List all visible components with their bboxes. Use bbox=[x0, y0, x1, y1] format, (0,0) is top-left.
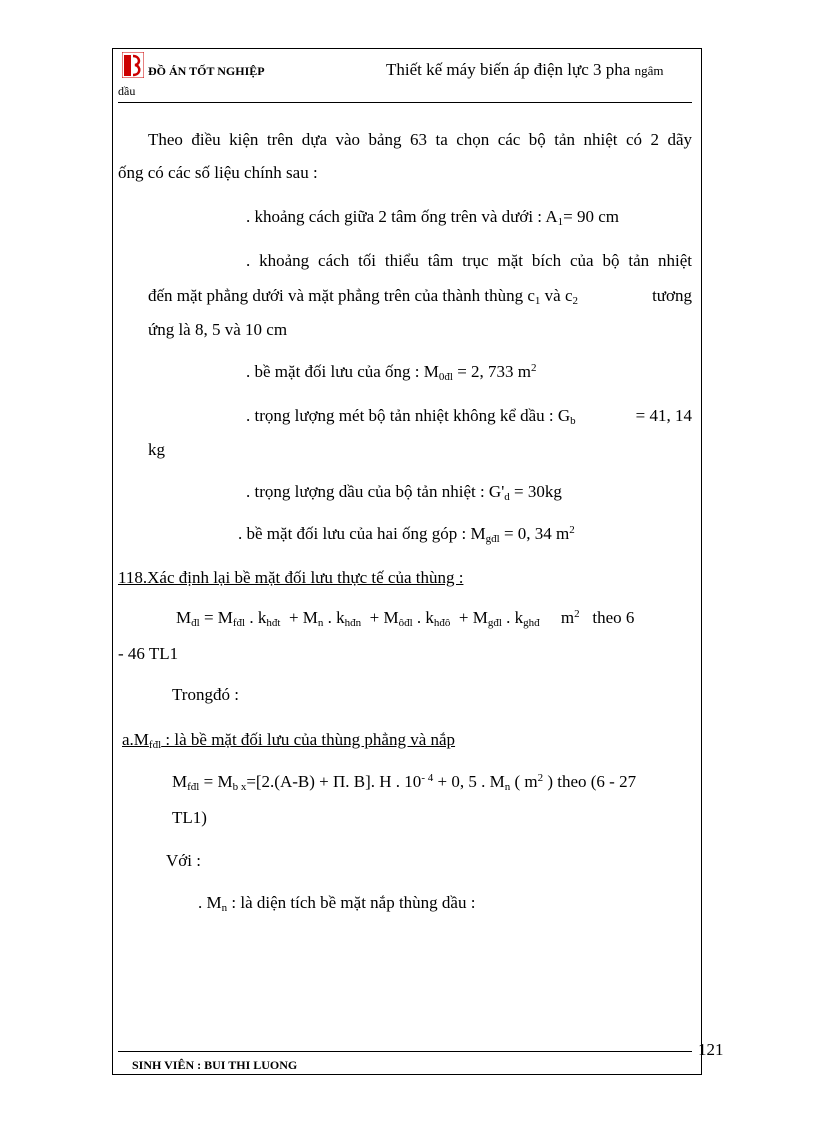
page-frame bbox=[112, 48, 702, 1075]
formula-1: $M_{đl} = M_{fđl}$ . $k_{hđt} + M_n$ . $k_{hđn} + M_{ôđl}$ . $k_{hđô} + M_{gđl}$ . $k_{ghđ}$ $m^2$ theo 6 bbox=[176, 608, 635, 629]
intro-line-1: Theo điều kiện trên dựa vào bảng 63 ta chọn các bộ tản nhiệt có 2 dãy bbox=[148, 130, 692, 149]
item-2-line-1: . khoảng cách tối thiểu tâm trục mặt bích của bộ tản nhiệt bbox=[246, 251, 692, 270]
header-left: ĐỒ ÁN TỐT NGHIỆP bbox=[148, 64, 265, 78]
logo-icon bbox=[122, 52, 144, 78]
footer-student: SINH VIÊN : BUI THI LUONG bbox=[132, 1058, 298, 1072]
item-2-line-3: ứng là 8, 5 và 10 cm bbox=[148, 320, 288, 339]
formula-1-continuation: - 46 TL1 bbox=[118, 644, 179, 663]
subsection-a: $a.M_{fđl}$ : là bề mặt đối lưu của thùng phẳng và nắp bbox=[122, 730, 456, 751]
item-4-line-2: kg bbox=[148, 440, 165, 459]
item-4-line-1: . trọng lượng mét bộ tản nhiệt không kể dầu : $G_b$ = 41, 14 bbox=[246, 406, 692, 427]
header-rule bbox=[118, 102, 692, 103]
intro-line-2: ống có các số liệu chính sau : bbox=[118, 163, 318, 182]
item-2-line-2: đến mặt phẳng dưới và mặt phẳng trên của thành thùng $c_1$ và $c_2$ tương bbox=[148, 286, 692, 307]
formula-2-continuation: TL1) bbox=[172, 808, 207, 827]
item-6: . bề mặt đối lưu của hai ống góp : $M_{gđl} = 0$, 34 $m^2$ bbox=[238, 524, 575, 545]
page-number: 121 bbox=[698, 1040, 724, 1059]
header-right: Thiết kế máy biến áp điện lực 3 pha ngâm bbox=[386, 60, 664, 79]
header-continuation: dầu bbox=[118, 84, 136, 98]
item-3: . bề mặt đối lưu của ống : $M_{0đl} = 2$, 733 $m^2$ bbox=[246, 362, 537, 383]
item-5: . trọng lượng dầu của bộ tản nhiệt : $G'_d = 30kg$ bbox=[246, 482, 562, 503]
voi-label: Với : bbox=[166, 851, 201, 870]
formula-2: $M_{fđl} = M_{b x}=[2.(A-B) + \Pi$. B]. H . $10^{- 4} + 0$, 5 . $M_n$ ( $m^2$ ) theo (6 - 27 bbox=[172, 772, 637, 793]
trongdo-label: Trongđó : bbox=[172, 685, 239, 704]
footer-rule bbox=[118, 1051, 692, 1052]
section-heading: 118.Xác định lại bề mặt đối lưu thực tế của thùng : bbox=[118, 568, 464, 587]
mn-definition: . $M_n$ : là diện tích bề mặt nắp thùng dầu : bbox=[198, 893, 476, 914]
item-1: . khoảng cách giữa 2 tâm ống trên và dưới : $A_1= 90$ cm bbox=[246, 207, 619, 228]
